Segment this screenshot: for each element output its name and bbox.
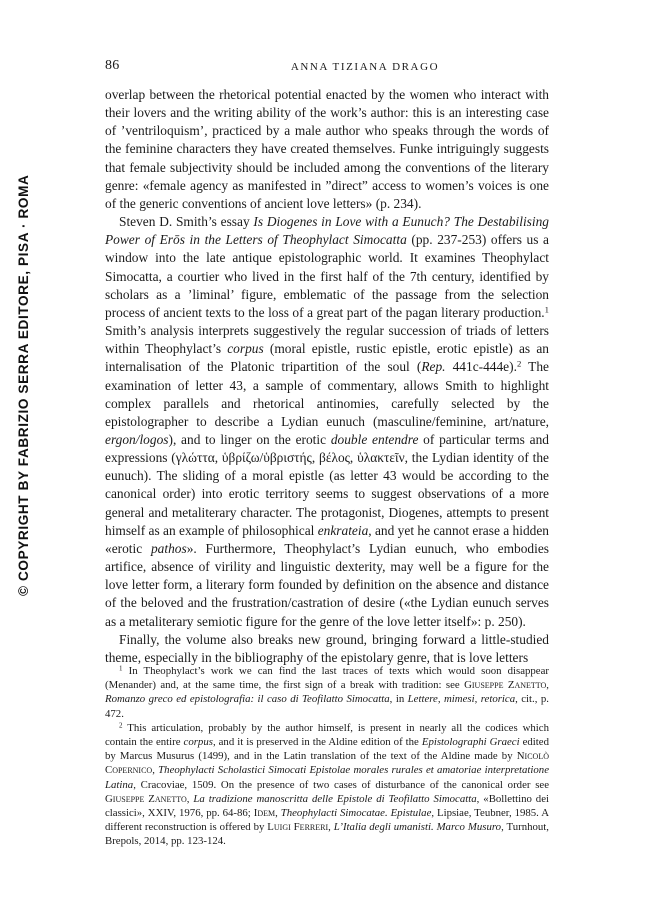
author-name: Giuseppe Zanetto xyxy=(464,679,547,692)
text-run: edited by Marcus Musurus (1499), and in the Latin translation of the text of the Aldine made by xyxy=(105,736,549,763)
italic-term: ergon/logos xyxy=(105,431,169,447)
author-name: Giuseppe Zanetto xyxy=(105,792,187,805)
text-run: , cit., p. 472. xyxy=(105,693,550,720)
text-run: , Lipsiae, Teubner, 1985. A different reconstruction is offered by xyxy=(105,807,549,834)
italic-term: double entendre xyxy=(330,431,419,447)
text-run: of particular terms and expressions (γλώττα, ὑβρίζω/ὑβριστής, βέλος, ὑλακτεῖν, the Lydian identity of the eunuch). The sliding of a moral epistle (as letter 43 would be according to the canonical order) into erotic territory seems to suggest observations of a more general and metaliterary character. The protagonist, Diogenes, attempts to present himself as an example of philosophical xyxy=(105,431,549,538)
footnote-number: 1 xyxy=(119,664,123,673)
paragraph-2 xyxy=(105,213,549,631)
text-run: , xyxy=(275,807,281,820)
text-run: , Cracoviae, 1509. On the presence of two cases of disturbance of the canonical order see xyxy=(133,778,549,791)
text-run: , xyxy=(186,792,194,805)
text-run: This articulation, probably by the author himself, is present in nearly all the codices which contain the entire xyxy=(105,721,549,749)
essay-title: Is Diogenes in Love with a Eunuch? The Destabilising Power of Erōs in the Letters of Theophylact Simocatta xyxy=(105,214,549,248)
work-title: Lettere, mimesi, retorica xyxy=(407,693,516,706)
work-title: Theophylacti Scholastici Simocati Epistolae morales rurales et amatoriae interpretatione Latina xyxy=(105,764,549,791)
text-run: , in xyxy=(389,693,408,706)
text-run: , Turnhout, Brepols, 2014, pp. 123-124. xyxy=(105,821,549,848)
work-title: Romanzo greco ed epistolografia: il caso di Teofilatto Simocatta xyxy=(105,693,390,706)
body-text xyxy=(105,86,549,667)
text-run: ». Furthermore, Theophylact’s Lydian eunuch, who embodies artifice, absence of virility and linguistic dexterity, may well be a figure for the love letter form, a literary form founded by definition on the absence and distance of the beloved and the frustration/castration of desire («the Lydian eunuch serves as a metaliterary semiotic figure for the genre of the love letter itself»: p. 250). xyxy=(105,540,549,629)
text-run: , «Bollettino dei classici», XXIV, 1976, pp. 64-86; xyxy=(105,792,549,820)
italic-term: Rep. xyxy=(421,359,446,375)
footnote-ref-1[interactable]: 1 xyxy=(544,304,549,315)
text-run: , and it is preserved in the Aldine edition of the xyxy=(212,736,422,749)
italic-term: pathos xyxy=(150,540,187,556)
footnotes xyxy=(105,664,549,849)
text-run: , xyxy=(152,764,159,777)
text-run: (pp. 237-253) offers us a window into the late antique epistolographic world. It examines Theophylact Simocatta, a courtier who lived in the first half of the 7th century, identified by scholars as a ’liminal’ figure, emblematic of the passage from the selection process of ancient texts to the loss of a great part of the pagan literary production. xyxy=(105,232,550,320)
text-run: (moral epistle, rustic epistle, erotic epistle) as an internalisation of the Platonic tripartition of the soul ( xyxy=(105,341,549,375)
running-head: ANNA TIZIANA DRAGO xyxy=(290,61,440,73)
footnote-1 xyxy=(105,664,549,721)
work-title: Theophylacti Simocatae. Epistulae xyxy=(280,807,432,820)
copyright-notice: © COPYRIGHT BY FABRIZIO SERRA EDITORE, PISA · ROMA xyxy=(16,174,31,596)
paragraph-1 xyxy=(105,86,549,213)
footnote-number: 2 xyxy=(119,721,123,730)
page-number: 86 xyxy=(105,58,120,73)
text-run: Steven D. Smith’s essay xyxy=(119,214,254,230)
italic-term: corpus xyxy=(227,341,264,357)
author-name: Nicolò Copernico xyxy=(105,750,549,777)
author-name: Idem xyxy=(253,807,276,820)
footnote-ref-2[interactable]: 2 xyxy=(516,359,522,369)
work-title: La tradizione manoscritta delle Epistole di Teofilatto Simocatta xyxy=(193,792,477,805)
paragraph-3 xyxy=(105,631,549,667)
work-title: L’Italia degli umanisti. Marco Musuro xyxy=(333,821,502,834)
work-title: Epistolographi Graeci xyxy=(421,736,520,749)
text-run: , and yet he cannot erase a hidden «erotic xyxy=(105,522,549,556)
italic-term: corpus xyxy=(183,736,213,749)
text-run: Smith’s analysis interprets suggestively the regular succession of triads of letters within Theophylact’s xyxy=(105,323,549,357)
text-run: 441c-444e). xyxy=(445,359,517,375)
text-run: , xyxy=(328,821,334,834)
text-run: In Theophylact’s work we can find the last traces of texts which would soon disappear (Menander) and, at the same time, the first sign of a break with tradition: see xyxy=(105,665,549,692)
paragraph-1-text: overlap between the rhetorical potential enacted by the women who interact with their lovers and the writing ability of the work’s author: this is an interesting case of ’ventriloquism’, practiced by a male author who speaks through the words of the feminine characters they have created themselves. Funke intriguingly suggests that female subjectivity should be included among the conventions of the literary genre: «female agency as manifested in ”direct” access to women’s voices is one of the generic conventions of ancient love letters» (p. 234). xyxy=(105,87,549,211)
footnote-2 xyxy=(105,721,549,849)
author-name: Luigi Ferreri xyxy=(267,821,329,834)
italic-term: enkrateia xyxy=(317,522,369,538)
paragraph-3-text: Finally, the volume also breaks new ground, bringing forward a little-studied theme, especially in the bibliography of the epistolary genre, that is love letters xyxy=(105,631,549,665)
text-run: , xyxy=(546,679,549,692)
text-run: ), and to linger on the erotic xyxy=(168,431,331,447)
text-run: The examination of letter 43, a sample of commentary, allows Smith to highlight complex parallels and rhetorical antinomies, carefully selected by the epistolographer to describe a Lydian eunuch (masculine/feminine, art/nature, xyxy=(105,359,549,429)
